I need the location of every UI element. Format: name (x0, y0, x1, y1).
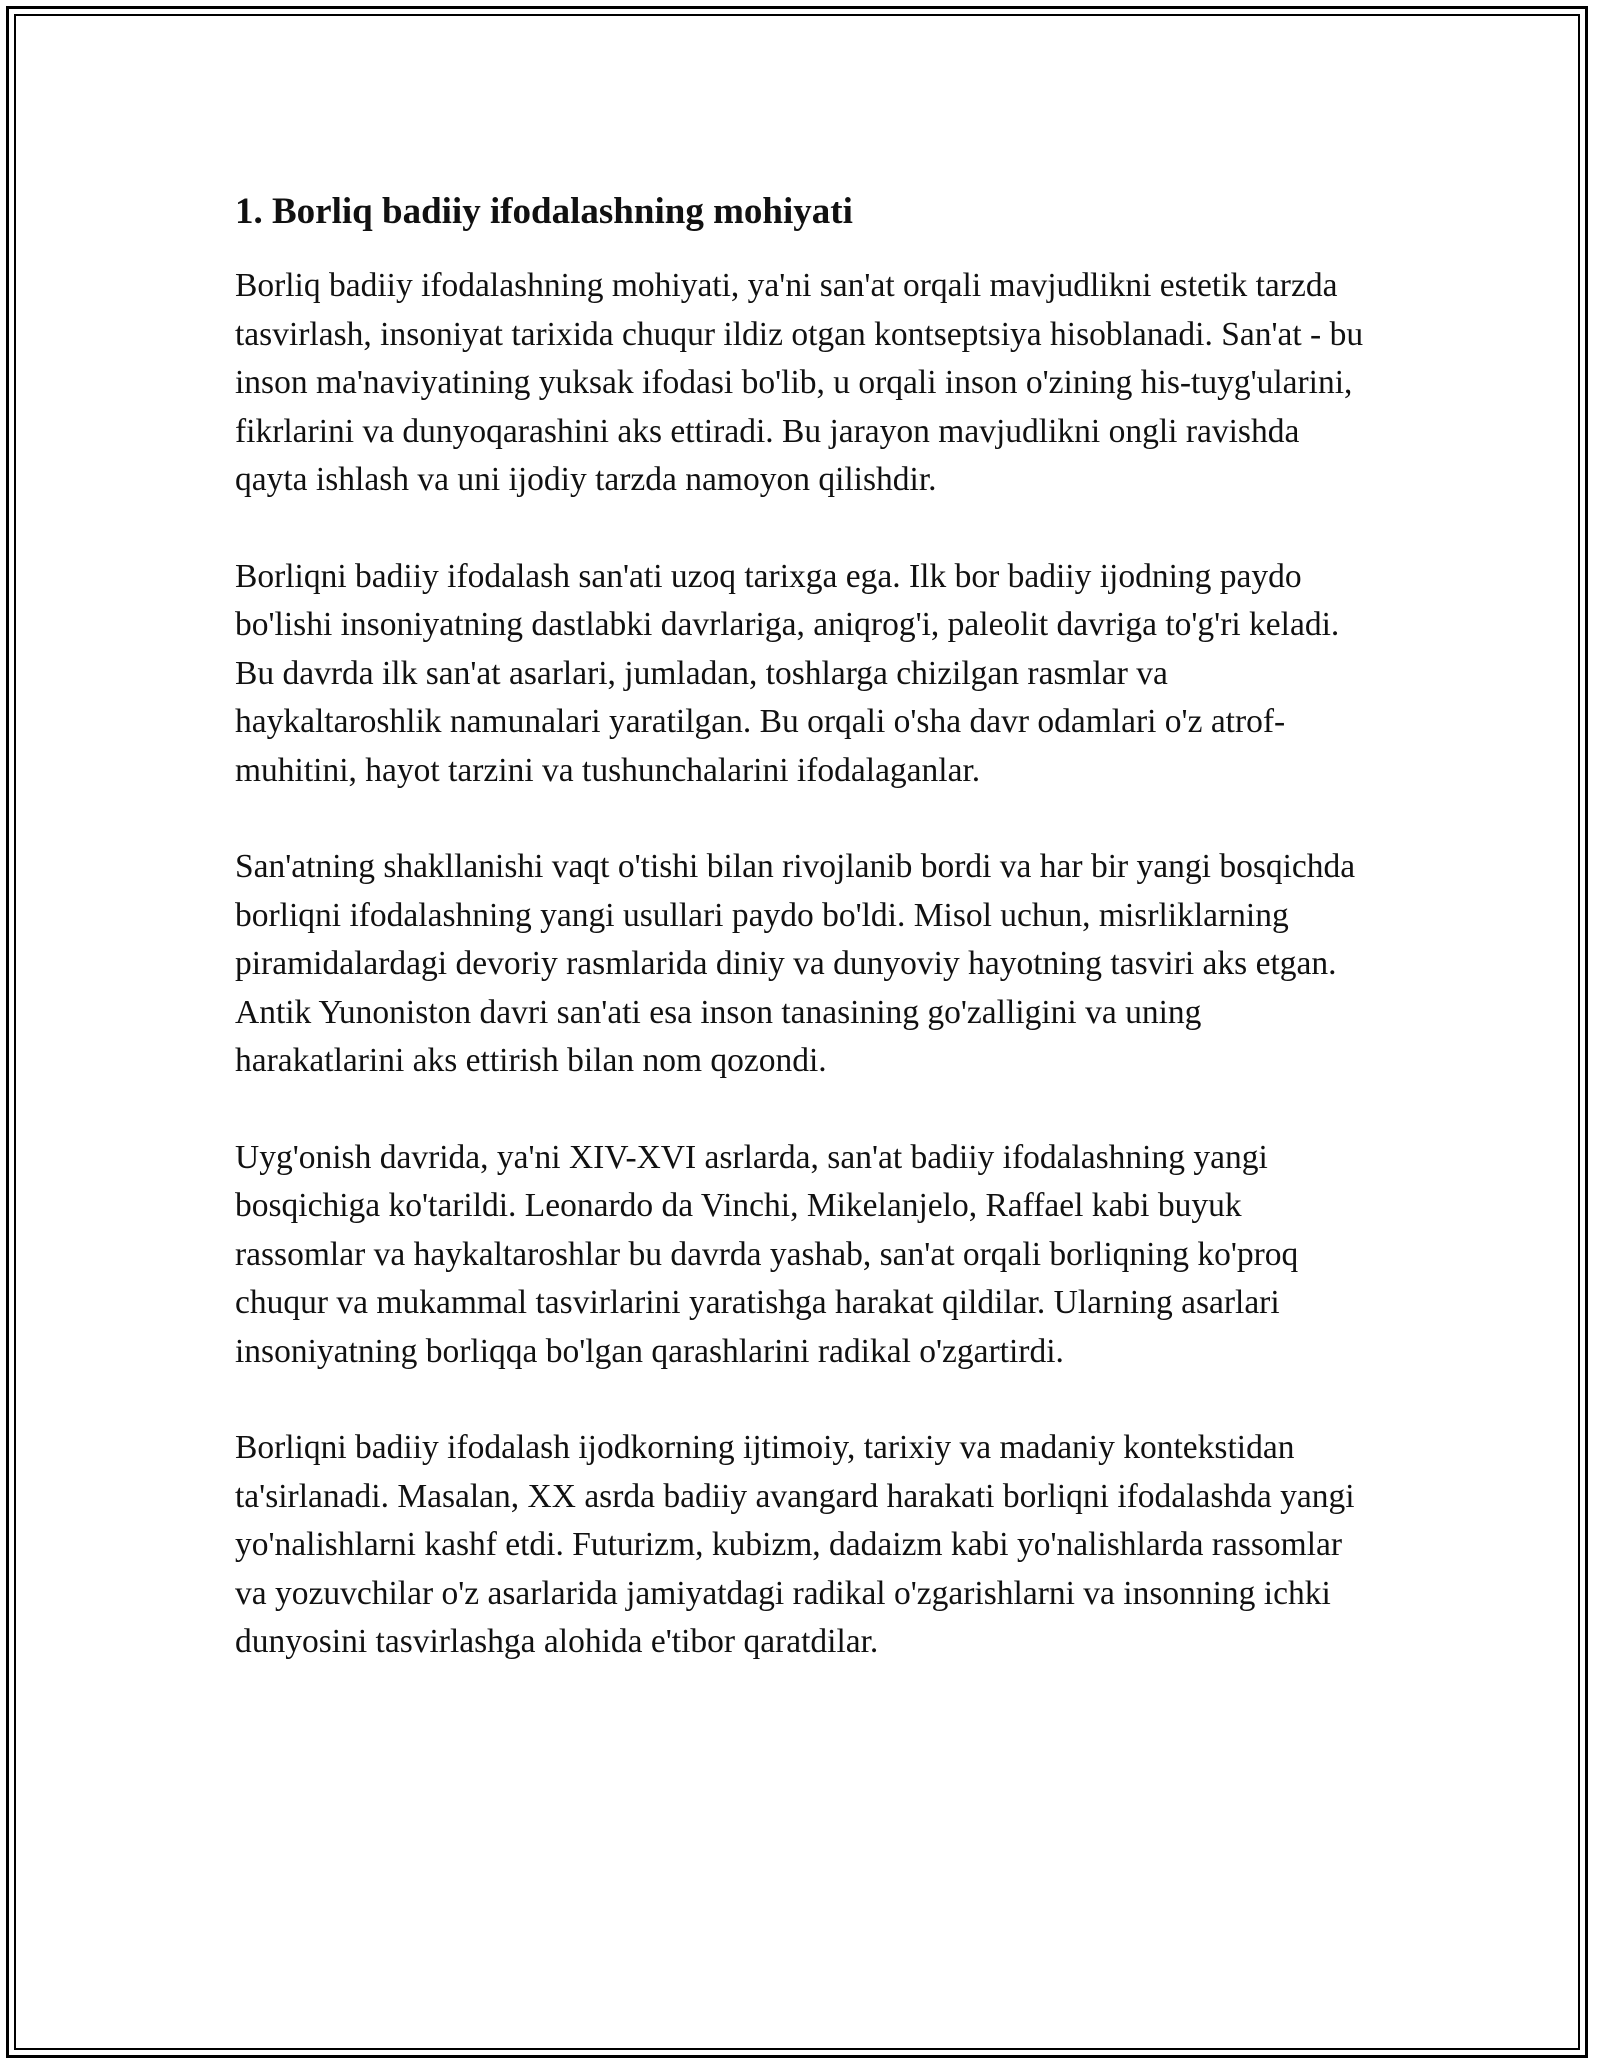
paragraph-3: San'atning shakllanishi vaqt o'tishi bilan rivojlanib bordi va har bir yangi bosqichda borliqni ifodalashning yangi usullari paydo bo'ldi. Misol uchun, misrliklarning piramidalardagi devoriy rasmlarida diniy va dunyoviy hayotning tasviri aks etgan. Antik Yunoniston davri san'ati esa inson tanasining go'zalligini va uning harakatlarini aks ettirish bilan nom qozondi. (235, 848, 1356, 1079)
document-body (235, 188, 1365, 1715)
paragraph-4: Uyg'onish davrida, ya'ni XIV-XVI asrlarda, san'at badiiy ifodalashning yangi bosqichiga ko'tarildi. Leonardo da Vinchi, Mikelanjelo, Raffael kabi buyuk rassomlar va haykaltaroshlar bu davrda yashab, san'at orqali borliqning ko'proq chuqur va mukammal tasvirlarini yaratishga harakat qildilar. Ularning asarlari insoniyatning borliqqa bo'lgan qarashlarini radikal o'zgartirdi. (235, 1138, 1299, 1370)
paragraph-2: Borliqni badiiy ifodalash san'ati uzoq tarixga ega. Ilk bor badiiy ijodning paydo bo'lishi insoniyatning dastlabki davrlariga, aniqrog'i, paleolit davriga to'g'ri keladi. Bu davrda ilk san'at asarlari, jumladan, toshlarga chizilgan rasmlar va haykaltaroshlik namunalari yaratilgan. Bu orqali o'sha davr odamlari o'z atrof-muhitini, hayot tarzini va tushunchalarini ifodalaganlar. (235, 557, 1340, 789)
paragraph-1: Borliq badiiy ifodalashning mohiyati, ya'ni san'at orqali mavjudlikni estetik tarzda tasvirlash, insoniyat tarixida chuqur ildiz otgan kontseptsiya hisoblanadi. San'at - bu inson ma'naviyatining yuksak ifodasi bo'lib, u orqali inson o'zining his-tuyg'ularini, fikrlarini va dunyoqarashini aks ettiradi. Bu jarayon mavjudlikni ongli ravishda qayta ishlash va uni ijodiy tarzda namoyon qilishdir. (235, 267, 1364, 498)
paragraph-5: Borliqni badiiy ifodalash ijodkorning ijtimoiy, tarixiy va madaniy kontekstidan ta'sirlanadi. Masalan, XX asrda badiiy avangard harakati borliqni ifodalashda yangi yo'nalishlarni kashf etdi. Futurizm, kubizm, dadaizm kabi yo'nalishlarda rassomlar va yozuvchilar o'z asarlarida jamiyatdagi radikal o'zgarishlarni va insonning ichki dunyosini tasvirlashga alohida e'tibor qaratdilar. (235, 1429, 1355, 1660)
section-heading: 1. Borliq badiiy ifodalashning mohiyati (235, 191, 853, 232)
